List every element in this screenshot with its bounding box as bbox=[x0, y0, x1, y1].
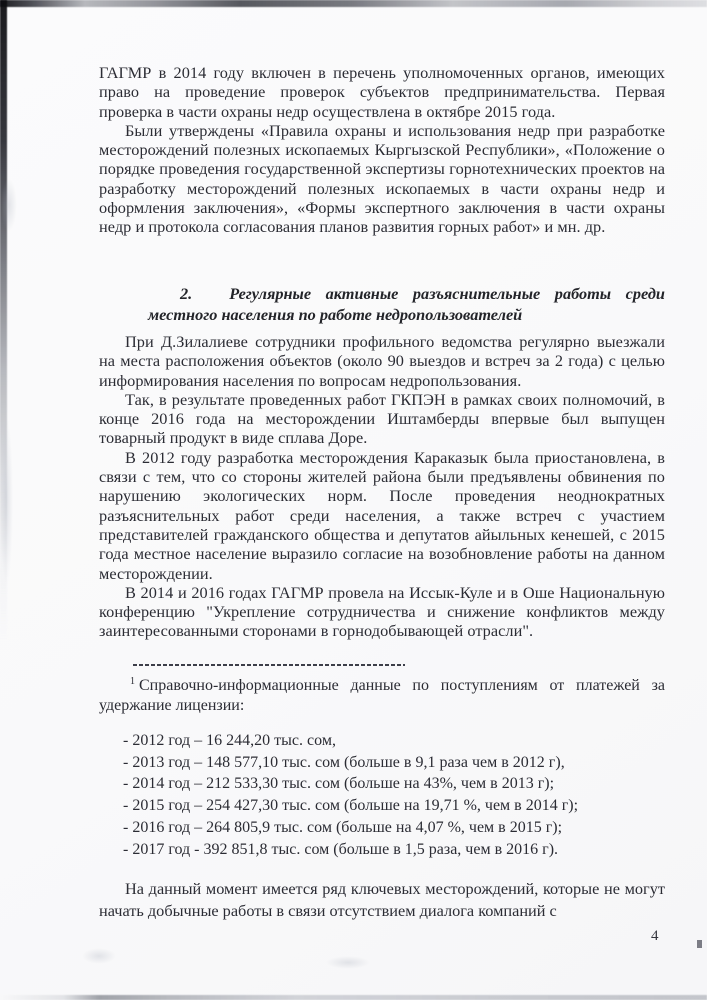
scan-smudge bbox=[326, 956, 370, 969]
section-title: Регулярные активные разъяснительные работы среди местного населения по работе недропользователей bbox=[148, 284, 665, 324]
footnote-marker: 1 bbox=[130, 675, 135, 687]
footnote-item-2014: - 2014 год – 212 533,30 тыс. сом (больше на 43%, чем в 2013 г); bbox=[123, 775, 555, 793]
scan-edge-bottom bbox=[0, 995, 707, 1000]
footnote-intro bbox=[99, 676, 665, 716]
footnote-item-2012: - 2012 год – 16 244,20 тыс. сом, bbox=[123, 732, 336, 749]
paragraph-closing: На данный момент имеется ряд ключевых месторождений, которые не могут начать добычные работы в связи отсутствием диалога компаний с bbox=[99, 879, 665, 920]
scan-smudge bbox=[82, 948, 116, 964]
section-number: 2. bbox=[180, 284, 193, 303]
footnote-item-2013: - 2013 год – 148 577,10 тыс. сом (больше в 9,1 раза чем в 2012 г), bbox=[123, 753, 565, 771]
paragraph-ishtamberdy-product: Так, в результате проведенных работ ГКПЭН в рамках своих полномочий, в конце 2016 года на месторождении Иштамберды впервые был выпущен товарный продукт в виде сплава Доре. bbox=[99, 389, 665, 448]
footnote-item-2017: - 2017 год - 392 851,8 тыс. сом (больше в 1,5 раза, чем в 2016 г). bbox=[123, 840, 559, 858]
scan-smudge bbox=[1, 178, 17, 232]
paragraph-karakazyk-suspension: В 2012 году разработка месторождения Караказык была приостановлена, в связи с тем, что со стороны жителей района были предъявлены обвинения по нарушению экологических норм. После проведения неоднократных разъяснительных работ среди населения, а также встреч с участием представителей гражданского общества и депутатов айыльных кенешей, с 2015 года местное население выразило согласие на возобновление работы на данном месторождении. bbox=[99, 447, 665, 583]
scan-smudge bbox=[0, 415, 13, 585]
body-block-top bbox=[99, 63, 665, 237]
footnote-item-2016: - 2016 год – 264 805,9 тыс. сом (больше на 4,07 %, чем в 2015 г); bbox=[123, 818, 563, 836]
scan-speck bbox=[697, 940, 702, 948]
paragraph-approved-rules: Были утверждены «Правила охраны и использования недр при разработке месторождений полезных ископаемых Кыргызской Республики», «Положение о порядке проведения государственной экспертизы горнотехнических проектов на разработку месторождений полезных ископаемых в части охраны недр и оформления заключения», «Формы экспертного заключения в части охраны недр и протокола согласования планов развития горных работ» и мн. др. bbox=[99, 120, 665, 237]
scan-edge-top bbox=[0, 0, 707, 7]
footnote-payment-list bbox=[123, 730, 683, 860]
paragraph-national-conference: В 2014 и 2016 годах ГАГМР провела на Иссык-Куле и в Оше Национальную конференцию "Укрепление сотрудничества и снижение конфликтов между заинтересованными сторонами в горнодобывающей отрасли". bbox=[99, 582, 665, 641]
paragraph-zilaliev-visits: При Д.Зилалиеве сотрудники профильного ведомства регулярно выезжали на места расположения объектов (около 90 выездов и встреч за 2 года) с целью информирования населения по вопросам недропользования. bbox=[99, 332, 665, 390]
footnote-separator bbox=[133, 664, 405, 666]
footnote-intro-text: Справочно-информационные данные по поступлениям от платежей за удержание лицензии: bbox=[99, 677, 665, 714]
body-block-section2 bbox=[99, 332, 665, 641]
section-heading bbox=[148, 284, 665, 325]
paragraph-gagmr-inspections: ГАГМР в 2014 году включен в перечень уполномоченных органов, имеющих право на проведение проверок субъектов предпринимательства. Первая проверка в части охраны недр осуществлена в октябре 2015 года. bbox=[99, 63, 665, 121]
page-number: 4 bbox=[651, 928, 659, 944]
footnote-item-2015: - 2015 год – 254 427,30 тыс. сом (больше на 19,71 %, чем в 2014 г); bbox=[123, 797, 579, 815]
